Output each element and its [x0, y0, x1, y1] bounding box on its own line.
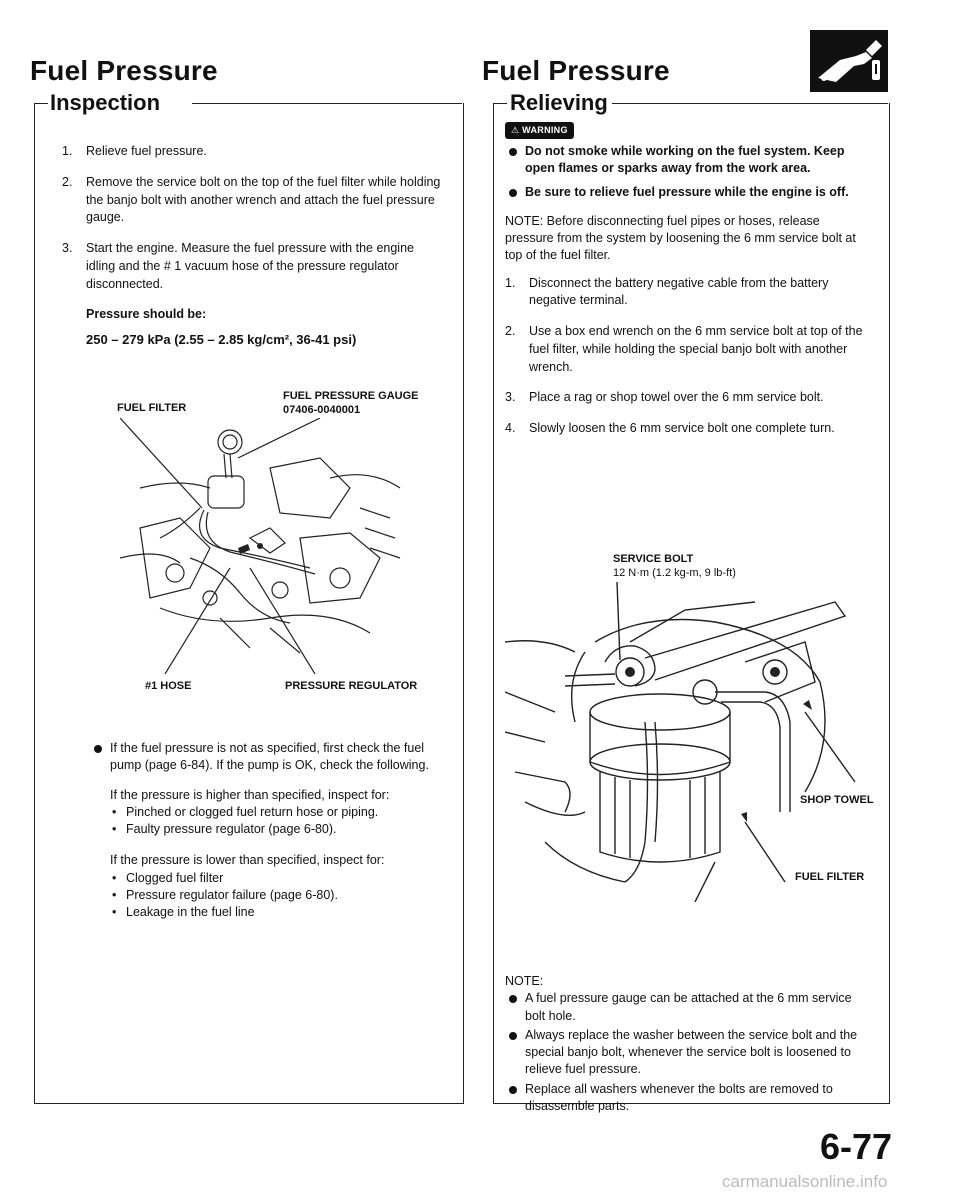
- note-item: A fuel pressure gauge can be attached at the 6 mm service bolt hole.: [505, 990, 870, 1025]
- pump-check-list: [90, 740, 440, 775]
- step-text: Start the engine. Measure the fuel pressure with the engine idling and the # 1 vacuum hose of the pressure regulator disconnected.: [86, 241, 414, 291]
- right-section-title: Relieving: [510, 90, 608, 115]
- warning-badge-text: WARNING: [522, 125, 568, 135]
- lower-list: [110, 870, 440, 922]
- pump-check-text: If the fuel pressure is not as specified, first check the fuel pump (page 6-84). If the pump is OK, check the following.: [110, 741, 429, 773]
- left-step: [62, 174, 442, 227]
- pump-check-item: [90, 740, 440, 775]
- page-number: 6-77: [820, 1126, 893, 1167]
- higher-item: • Faulty pressure regulator (page 6-80).: [110, 821, 440, 838]
- left-checks: [90, 740, 440, 921]
- left-page-title: Fuel Pressure: [30, 55, 218, 86]
- lower-item: • Clogged fuel filter: [110, 870, 440, 887]
- relieve-note: NOTE: Before disconnecting fuel pipes or hoses, release pressure from the system by loosening the 6 mm service bolt at top of the fuel filter.: [505, 213, 856, 263]
- step-number: 3.: [62, 241, 73, 255]
- note-list: [505, 990, 870, 1115]
- higher-list: [110, 804, 440, 839]
- right-page-title: Fuel Pressure: [482, 55, 670, 86]
- warning-badge: [505, 122, 574, 139]
- hose-label: #1 HOSE: [145, 680, 192, 692]
- fuel-pressure-gauge-label: FUEL PRESSURE GAUGE: [283, 390, 419, 402]
- step-number: 2.: [62, 174, 73, 189]
- step-number: 4.: [505, 421, 516, 435]
- left-step: [62, 143, 442, 161]
- footer-watermark: carmanualsonline.info: [722, 1172, 888, 1191]
- shop-towel-label: SHOP TOWEL: [800, 794, 874, 806]
- right-step: [505, 323, 870, 376]
- pressure-regulator-label: PRESSURE REGULATOR: [285, 680, 418, 692]
- right-fuel-filter-label: FUEL FILTER: [795, 871, 865, 883]
- warning-item: Be sure to relieve fuel pressure while the engine is off.: [505, 184, 870, 201]
- warning-item: Do not smoke while working on the fuel system. Keep open flames or sparks away from the work area.: [505, 143, 870, 178]
- step-text: Disconnect the battery negative cable from the battery negative terminal.: [529, 275, 829, 308]
- note-item: Replace all washers whenever the bolts are removed to disassemble parts.: [505, 1081, 870, 1116]
- higher-intro: If the pressure is higher than specified, inspect for:: [110, 787, 390, 802]
- step-number: 3.: [505, 390, 516, 405]
- step-text: Slowly loosen the 6 mm service bolt one complete turn.: [529, 421, 835, 435]
- left-step: [62, 240, 442, 293]
- fuel-filter-illustration: [505, 582, 883, 902]
- warning-list: [505, 143, 870, 201]
- step-text: Relieve fuel pressure.: [86, 144, 207, 158]
- fuel-filter-label: FUEL FILTER: [117, 402, 187, 414]
- step-number: 1.: [505, 275, 516, 290]
- right-steps: [505, 275, 870, 438]
- right-content: [505, 120, 870, 451]
- step-text: Place a rag or shop towel over the 6 mm service bolt.: [529, 390, 824, 405]
- lower-item: • Leakage in the fuel line: [110, 904, 440, 921]
- step-number: 1.: [62, 144, 73, 158]
- right-step: [505, 389, 870, 407]
- pressure-heading: Pressure should be:: [86, 307, 207, 322]
- right-step: [505, 275, 870, 311]
- step-text: Use a box end wrench on the 6 mm service bolt at top of the fuel filter, while holding the special banjo bolt with another wrench.: [529, 324, 863, 374]
- warning-icon: ⚠: [511, 125, 523, 135]
- fuel-nozzle-icon: [810, 30, 888, 92]
- right-step: [505, 420, 870, 438]
- lower-intro: If the pressure is lower than specified, inspect for:: [110, 853, 385, 868]
- gauge-part-number: 07406-0040001: [283, 404, 361, 416]
- service-bolt-label: SERVICE BOLT: [613, 553, 694, 565]
- service-bolt-torque: 12 N·m (1.2 kg-m, 9 lb-ft): [613, 567, 736, 579]
- left-section-title: Inspection: [50, 90, 161, 115]
- higher-item: • Pinched or clogged fuel return hose or piping.: [110, 804, 440, 821]
- pressure-value: 250 – 279 kPa (2.55 – 2.85 kg/cm², 36-41 psi): [86, 331, 357, 347]
- step-number: 2.: [505, 324, 516, 338]
- note-item: Always replace the washer between the service bolt and the special banjo bolt, whenever the service bolt is loosened to relieve fuel pressure.: [505, 1027, 870, 1079]
- step-text: Remove the service bolt on the top of the fuel filter while holding the banjo bolt with another wrench and attach the fuel pressure gauge.: [86, 174, 441, 225]
- left-steps: [62, 143, 442, 293]
- engine-fuel-gauge-illustration: [120, 418, 420, 674]
- right-notes: [505, 973, 870, 1117]
- left-content: [62, 143, 442, 347]
- note-heading: NOTE:: [505, 974, 544, 988]
- lower-item: • Pressure regulator failure (page 6-80).: [110, 887, 440, 904]
